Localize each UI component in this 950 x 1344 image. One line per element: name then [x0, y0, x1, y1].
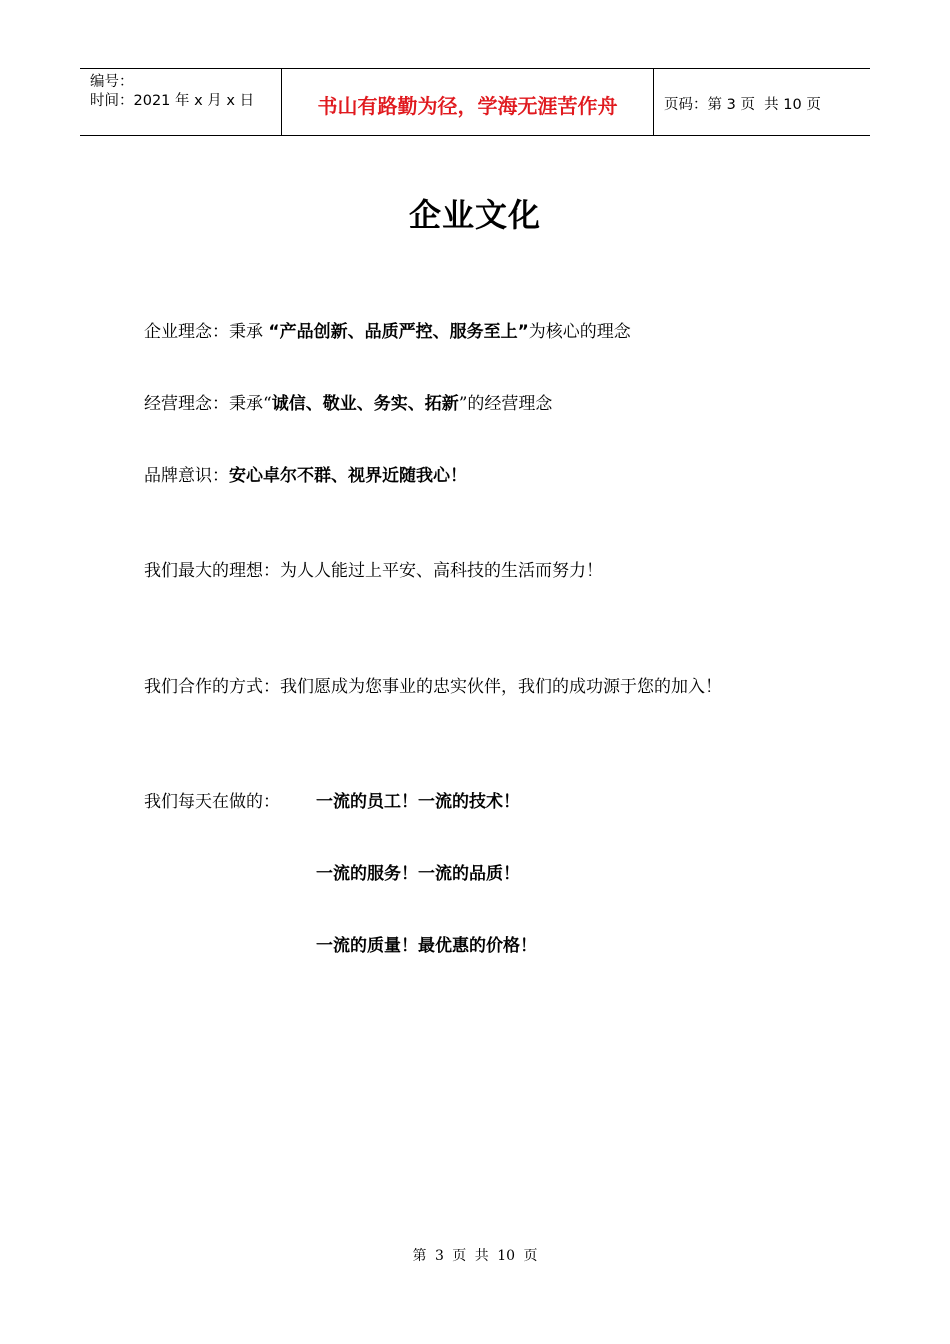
header-motto: 书山有路勤为径，学海无涯苦作舟 — [281, 69, 654, 135]
header-table — [80, 68, 870, 136]
daily-work-line-1: 一流的员工！一流的技术！ — [316, 792, 520, 812]
page-info-text: 页码：第 3 页 共 10 页 — [664, 96, 821, 113]
brand-label: 品牌意识： — [144, 466, 229, 486]
business-philosophy — [144, 392, 552, 416]
header-page-info — [654, 69, 870, 135]
ideal-statement: 我们最大的理想：为人人能过上平安、高科技的生活而努力！ — [144, 561, 603, 581]
daily-work-line-3: 一流的质量！最优惠的价格！ — [316, 936, 537, 956]
philosophy-keywords: “产品创新、品质严控、服务至上” — [268, 322, 529, 342]
corporate-philosophy — [144, 320, 631, 344]
brand-slogan: 安心卓尔不群、视界近随我心！ — [229, 466, 467, 486]
philosophy-label: 企业理念：秉承 — [144, 322, 269, 342]
page-title: 企业文化 — [408, 196, 541, 234]
header-meta — [80, 69, 281, 135]
brand-awareness — [144, 464, 467, 488]
philosophy-tail: 为核心的理念 — [528, 322, 631, 342]
daily-work-label: 我们每天在做的： — [144, 792, 280, 812]
document-number-label: 编号： — [90, 74, 134, 90]
business-label: 经营理念：秉承“ — [144, 394, 272, 414]
business-keywords: 诚信、敬业、务实、拓新 — [271, 394, 459, 414]
cooperation-statement: 我们合作的方式：我们愿成为您事业的忠实伙伴，我们的成功源于您的加入！ — [144, 677, 722, 697]
document-date: 时间：2021 年 x 月 x 日 — [90, 93, 255, 109]
page-footer: 第 3 页 共 10 页 — [412, 1248, 538, 1264]
daily-work-line-2: 一流的服务！一流的品质！ — [316, 864, 520, 884]
business-tail: ”的经营理念 — [458, 394, 553, 414]
